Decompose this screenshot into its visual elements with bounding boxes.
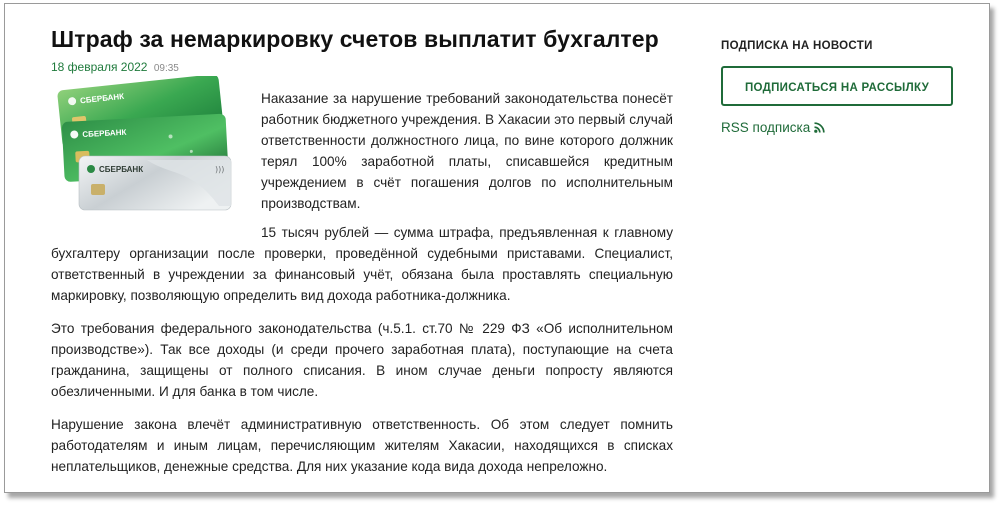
sidebar — [721, 4, 971, 135]
article-date: 18 февраля 2022 — [51, 60, 148, 74]
article-body — [51, 76, 673, 477]
article-meta — [51, 60, 673, 76]
article-paragraph: Нарушение закона влечёт административную ответственность. Об этом следует помнить работодателям и иным лицам, перечисляющим жителям Хакасии, находящихся в списках неплательщиков, денежные средства. Для них указание кода вида дохода непреложно. — [51, 417, 673, 474]
rss-label: RSS подписка — [721, 120, 811, 135]
rss-icon — [814, 122, 825, 133]
card-brand-3: СБЕРБАНК — [99, 165, 144, 174]
rss-link[interactable] — [721, 120, 971, 135]
article-paragraph: 15 тысяч рублей — сумма штрафа, предъявленная к главному бухгалтеру организации после проверки, проведённой судебными приставами. Специалист, ответственный в учреждении за финансовый учёт, обязана была проставлять специальную маркировку, позволяющую определить вид дохода работника-должника. — [51, 225, 673, 303]
article-paragraph: Наказание за нарушение требований законодательства понесёт работник бюджетного учреждения. В Хакасии это первый случай ответственности должностного лица, по вине которого должник терял 100% заработной платы, списавшейся кредитным учреждением в счёт погашения долгов по исполнительным производствам. — [261, 91, 673, 211]
card-brand-2: СБЕРБАНК — [82, 127, 127, 140]
svg-text:))): ))) — [215, 165, 225, 174]
card-brand-1: СБЕРБАНК — [79, 91, 125, 106]
newsletter-heading: ПОДПИСКА НА НОВОСТИ — [721, 40, 873, 52]
article-image — [51, 76, 233, 212]
page-frame — [4, 3, 990, 493]
article-time: 09:35 — [153, 63, 179, 74]
article — [51, 4, 673, 485]
subscribe-button[interactable]: ПОДПИСАТЬСЯ НА РАССЫЛКУ — [721, 66, 953, 106]
article-paragraph: Это требования федерального законодательства (ч.5.1. ст.70 № 229 ФЗ «Об исполнительном производстве»). Так все доходы (и среди прочего заработная плата), поступающие на счета гражданина, защищены от полного списания. В ином случае деньги попросту являются обезличенными. И для банка в том числе. — [51, 321, 673, 399]
bank-cards-illustration — [51, 76, 233, 212]
article-title: Штраф за немаркировку счетов выплатит бухгалтер — [51, 26, 659, 52]
